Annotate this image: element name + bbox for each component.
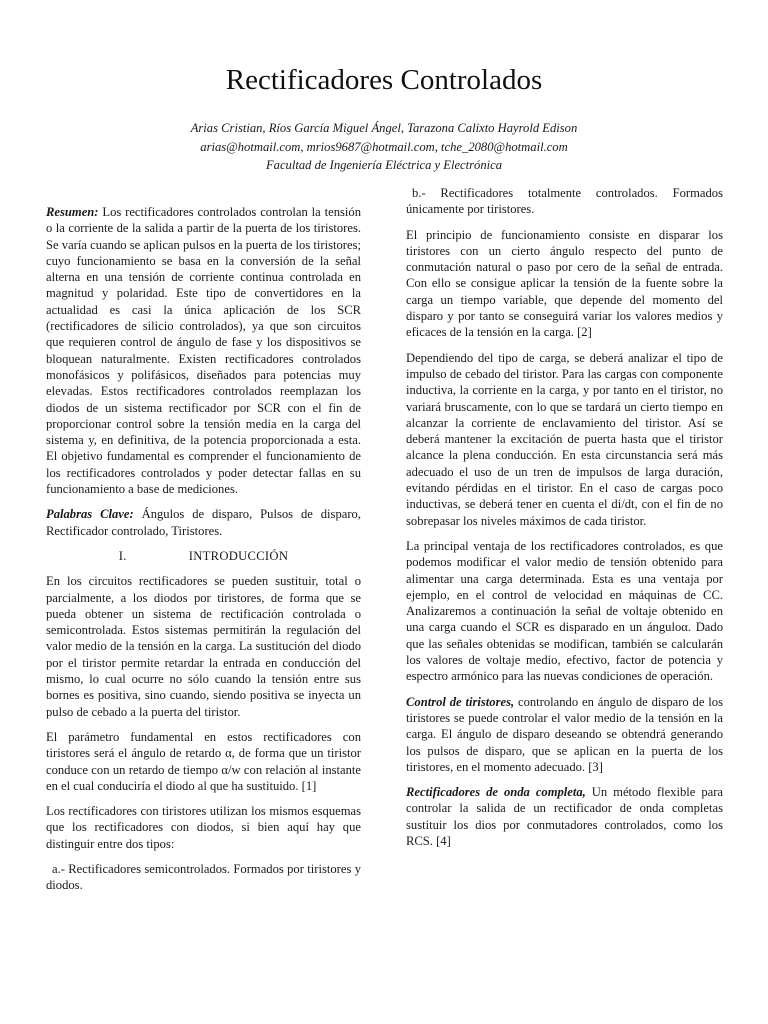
control-label: Control de tiristores, — [406, 694, 515, 709]
right-paragraph-1: b.- Rectificadores totalmente controlados. Formados únicamente por tiristores. — [406, 186, 723, 217]
right-paragraph-4: La principal ventaja de los rectificadores controlados, es que podemos modificar el valor medio de tensión obtenido para alimentar una carga determinada. Esta es una ventaja por ejemplo, en el control de velocidad en máquinas de CC. Analizaremos a continuación la señal de voltaje obtenido en una carga cuando el SCR es disparado en un ánguloα. Dado que las señales obtenidas se modifican, también se calcularán los valores de voltaje medio, efectivo, factor de potencia y espectro armónico para las nuevas condiciones de operación. — [406, 538, 723, 684]
abstract-text: Los rectificadores controlados controlan la tensión o la corriente de la salida a partir de la puerta de los tiristores. Se varía cuando se aplican pulsos en la puerta de los tiristores; cuyo funcionamiento se basa en la conversión de la señal alterna en una tensión de corriente continua controlada en magnitud y polaridad. Este tipo de convertidores en la actualidad es casi la única aplicación de los SCR (rectificadores de silicio controlados), ya que son circuitos que requieren control de ángulo de fase y los dispositivos se bloquean naturalmente. Existen rectificadores controlados monofásicos y polifásicos, diseñados para potencias muy elevadas. Estos rectificadores controlados reemplazan los diodos de un sistema rectificador por SCR con el fin de proporcionar control sobre la tensión media en la carga del sistema y, en definitiva, de la potencia proporcionada a esta. El objetivo fundamental es comprender el funcionamiento de los rectificadores controlados y poder detectar fallas en su funcionamiento a base de mediciones. — [46, 205, 361, 497]
intro-paragraph-1: En los circuitos rectificadores se pueden sustituir, total o parcialmente, a los diodos por tiristores, de forma que se pueda obtener un sistema de rectificación controlada o semicontrolada. Estos sistemas permitirán la regulación del valor medio de la tensión en la carga. La sustitución del diodo por el tiristor permite retardar la entrada en conducción del mismo, lo cual ocurre no sólo cuando la tensión entre sus bornes es positiva, sino cuando, siendo positiva se inyecta un pulso de cebado a la puerta del tiristor. — [46, 574, 361, 719]
paper-title: Rectificadores Controlados — [225, 64, 543, 96]
keywords-text: Ángulos de disparo, Pulsos de disparo, Rectificador controlado, Tiristores. — [46, 507, 361, 538]
abstract-paragraph — [46, 204, 361, 497]
section-title: INTRODUCCIÓN — [188, 548, 289, 563]
full-wave-label: Rectificadores de onda completa, — [406, 785, 586, 800]
full-wave-text: Un método flexible para controlar la salida de un rectificador de onda completas sustituir los dios por conmutadores controlados, como los RCS. [4] — [406, 785, 723, 848]
control-text: controlando en ángulo de disparo de los tiristores se puede controlar el valor medio de la tensión en la carga. El ángulo de disparo deseando se obtendrá generando los pulsos de disparo, que se aplican en la puerta de los tiristores, en el momento adecuado. [3] — [406, 694, 723, 774]
intro-paragraph-4: a.- Rectificadores semicontrolados. Formados por tiristores y diodos. — [46, 861, 361, 893]
right-paragraph-5 — [406, 694, 723, 775]
left-column — [46, 204, 361, 903]
right-paragraph-6 — [406, 784, 723, 849]
section-heading — [46, 548, 361, 564]
right-paragraph-2: El principio de funcionamiento consiste en disparar los tiristores con un cierto ángulo respecto del punto de conmutación natural o paso por cero de la señal de entrada. Con ello se consigue aplicar la tensión de la fuente sobre la carga un tiempo variable, que depende del momento del disparo y por tanto se conseguirá variar los valores medios y eficaces de la tensión en la carga. [2] — [406, 227, 723, 340]
author-block — [0, 119, 768, 175]
author-names: Arias Cristian, Ríos García Miguel Ángel, Tarazona Calixto Hayrold Edison — [190, 121, 578, 135]
keywords-paragraph — [46, 506, 361, 539]
intro-paragraph-3: Los rectificadores con tiristores utilizan los mismos esquemas que los rectificadores con diodos, si bien aquí hay que distinguir entre dos tipos: — [46, 804, 361, 851]
keywords-label: Palabras Clave: — [46, 507, 134, 522]
section-number: I. — [118, 548, 127, 563]
author-affiliation: Facultad de Ingeniería Eléctrica y Electrónica — [265, 158, 503, 173]
right-column — [406, 185, 723, 858]
intro-paragraph-2: El parámetro fundamental en estos rectificadores con tiristores será el ángulo de retardo α, de forma que un tiristor conduce con un retardo de tiempo α/w con relación al instante en el cual conduciría el diodo al que ha sustituido. [1] — [46, 729, 361, 793]
author-emails: arias@hotmail.com, mrios9687@hotmail.com, tche_2080@hotmail.com — [200, 139, 568, 154]
right-paragraph-3: Dependiendo del tipo de carga, se deberá analizar el tipo de impulso de cebado del tiristor. Para las cargas con componente inductiva, la corriente en la carga, y por tanto en el tiristor, no variará bruscamente, con lo que se tardará un cierto tiempo en alcanzar la corriente de enclavamiento del tiristor. Así se deberá mantener la excitación de puerta hasta que el tiristor alcance la plena conducción. En esta circunstancia será más adecuado el uso de un tren de impulsos de larga duración, evitando pérdidas en el tiristor. En el caso de cargas poco inductivas, se deberá tener en cuenta el di/dt, con el fin de no sobrepasar los niveles máximos de cada tiristor. — [406, 350, 723, 528]
abstract-label: Resumen: — [46, 205, 99, 219]
